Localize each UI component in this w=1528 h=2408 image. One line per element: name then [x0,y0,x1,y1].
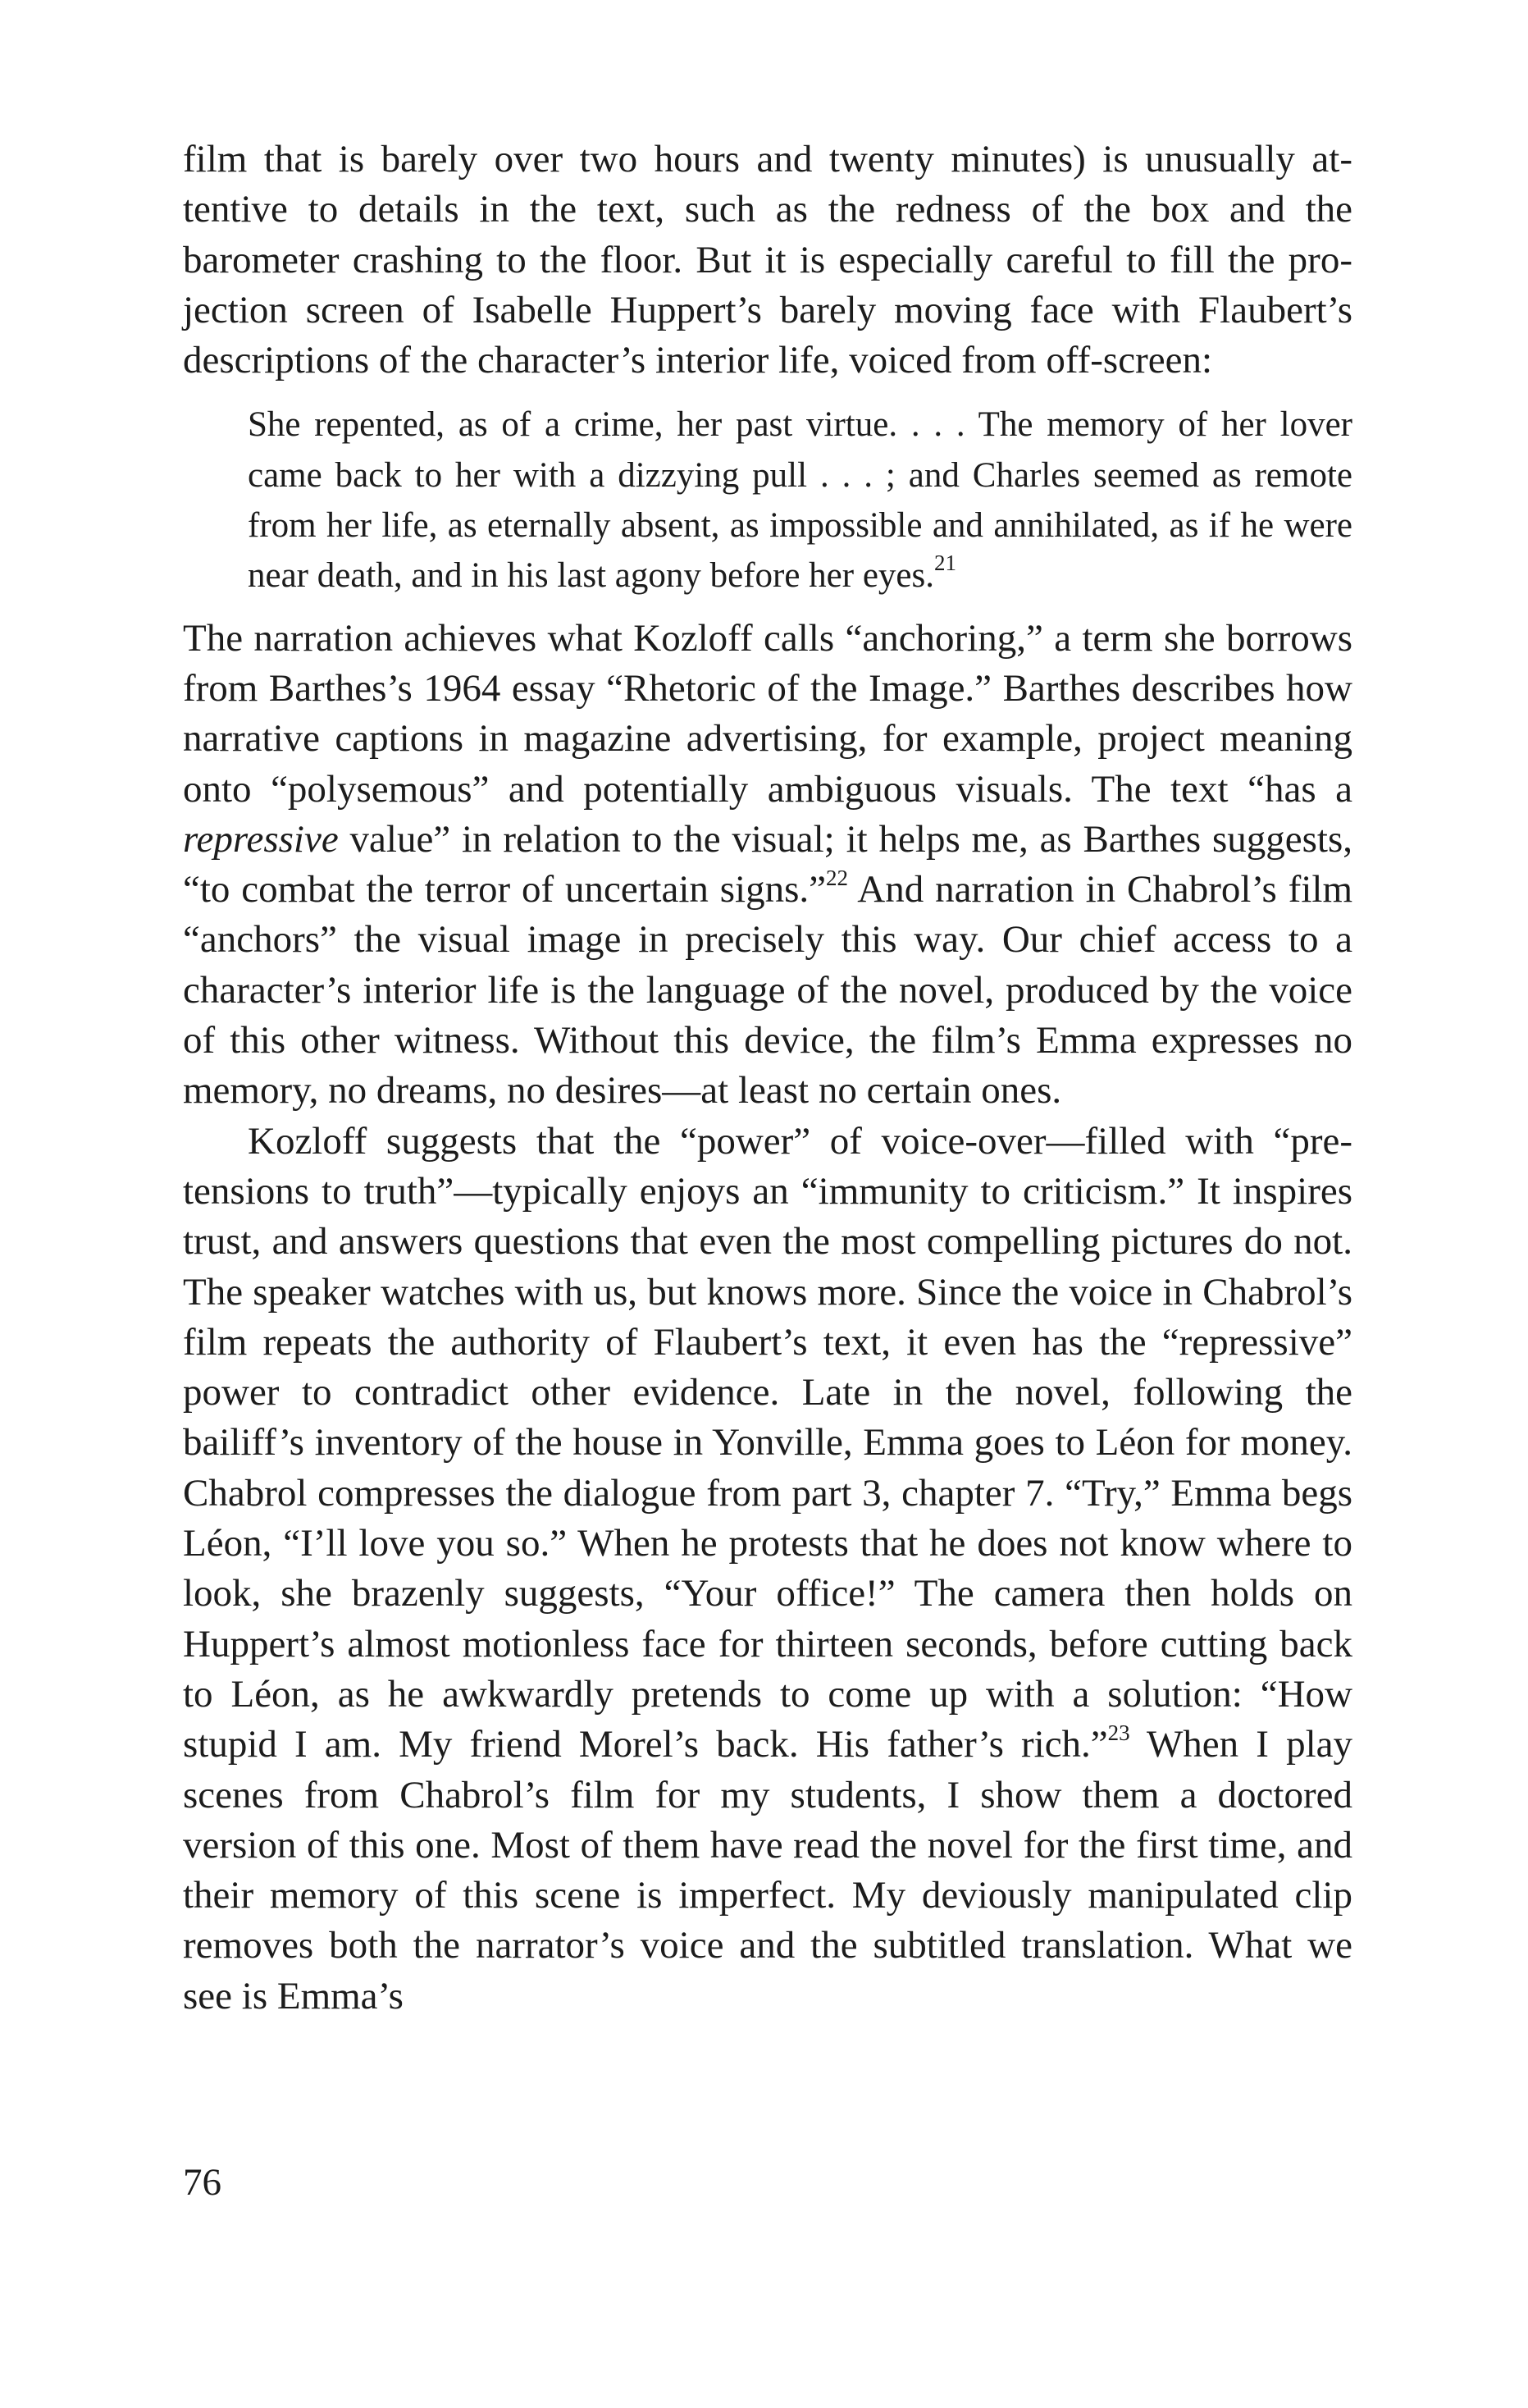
footnote-reference: 21 [934,551,956,576]
paragraph-anchoring [183,614,1352,1117]
paragraph-voice-over [183,1117,1352,2022]
paragraph-text: Kozloff suggests that the “power” of voice-over—filled with “pretensions to truth”—typically enjoys an “immunity to criticism.” It inspires trust, and answers questions that even the most compelling pictures do not. The speaker watches with us, but knows more. Since the voice in Chabrol’s film repeats the authority of Flaubert’s text, it even has the “repressive” power to contradict other evidence. Late in the novel, following the bailiff’s inventory of the house in Yonville, Emma goes to Léon for money. Chabrol compresses the dialogue from part 3, chapter 7. “Try,” Emma begs Léon, “I’ll love you so.” When he protests that he does not know where to look, she brazenly suggests, “Your office!” The camera then holds on Huppert’s almost motionless face for thirteen seconds, before cutting back to Léon, as he awkwardly pretends to come up with a solution: “How stupid I am. My friend Morel’s back. His father’s rich.” [183,1119,1352,1766]
paragraph-text: The narration achieves what Kozloff calls “anchoring,” a term she borrows from Barthes’s 1964 essay “Rhetoric of the Image.” Barthes describes how narrative captions in magazine advertising, for example, project meaning onto “polysemous” and potentially ambiguous visuals. The text “has a [183,616,1352,811]
text-block [183,135,1352,2022]
paragraph-text: When I play scenes from Chabrol’s film for my students, I show them a doctored version of this one. Most of them have read the novel for the first time, and their memory of this scene is imperfect. My deviously manipulated clip removes both the narrator’s voice and the subtitled translation. What we see is Emma’s [183,1723,1352,2017]
paragraph-text: And narration in Chabrol’s film “anchors” the visual image in precisely this way. Our chief access to a character’s interior life is the language of the novel, produced by the voice of this other witness. Without this device, the film’s Emma expresses no memory, no dreams, no desires—at least no certain ones. [183,868,1352,1113]
footnote-reference: 23 [1107,1720,1130,1746]
block-quotation-text: She repented, as of a crime, her past virtue. . . . The memory of her lover came back to her with a dizzying pull . . . ; and Charles seemed as remote from her life, as eternally absent, as impossible and annihilated, as if he were near death, and in his last agony before her eyes. [248,405,1352,596]
emphasized-word: repressive [183,817,339,861]
page-number: 76 [183,2161,221,2204]
paragraph-continued: film that is barely over two hours and twenty minutes) is unusually attentive to details in the text, such as the redness of the box and the barometer crashing to the floor. But it is especially careful to fill the projection screen of Isabelle Huppert’s barely moving face with Flaubert’s descriptions of the character’s interior life, voiced from off-screen: [183,138,1352,382]
block-quotation [248,400,1352,601]
paragraph-text: value” in relation to the visual; it helps me, as Barthes suggests, “to combat the terror of uncertain signs.” [183,817,1352,912]
footnote-reference: 22 [826,866,849,891]
